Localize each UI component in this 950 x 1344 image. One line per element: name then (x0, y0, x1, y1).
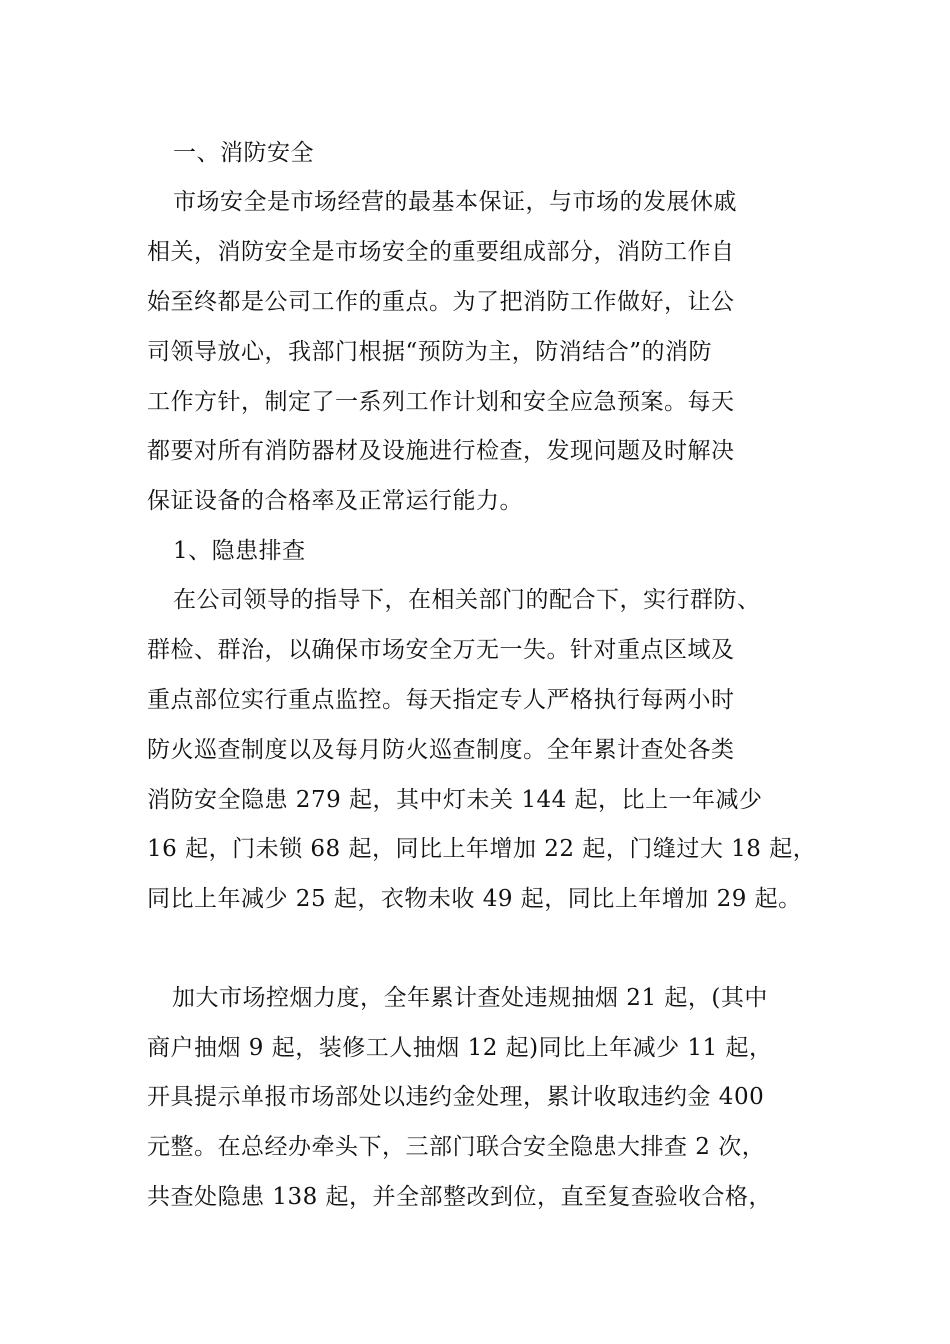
paragraph-line: 元整。在总经办牵头下，三部门联合安全隐患大排查 2 次， (147, 1134, 766, 1160)
paragraph-line: 市场安全是市场经营的最基本保证，与市场的发展休戚 (173, 189, 737, 215)
paragraph-line: 16 起，门未锁 68 起，同比上年增加 22 起，门缝过大 18 起， (147, 836, 817, 862)
paragraph-line: 加大市场控烟力度，全年累计查处违规抽烟 21 起，(其中 (172, 985, 768, 1011)
section-heading: 一、消防安全 (173, 140, 314, 166)
paragraph-line: 商户抽烟 9 起，装修工人抽烟 12 起)同比上年减少 11 起， (147, 1035, 773, 1061)
paragraph-line: 消防安全隐患 279 起，其中灯未关 144 起，比上一年减少 (147, 787, 763, 813)
paragraph-line: 共查处隐患 138 起，并全部整改到位，直至复查验收合格， (147, 1184, 773, 1210)
paragraph-line: 工作方针，制定了一系列工作计划和安全应急预案。每天 (147, 389, 735, 415)
paragraph-line: 司领导放心，我部门根据“预防为主，防消结合”的消防 (147, 339, 713, 365)
paragraph-line: 重点部位实行重点监控。每天指定专人严格执行每两小时 (147, 687, 735, 713)
paragraph-line: 群检、群治，以确保市场安全万无一失。针对重点区域及 (147, 637, 735, 663)
paragraph-line: 相关，消防安全是市场安全的重要组成部分，消防工作自 (147, 239, 735, 265)
paragraph-line: 开具提示单报市场部处以违约金处理，累计收取违约金 400 (147, 1084, 765, 1110)
subheading: 1、隐患排查 (173, 538, 306, 564)
paragraph-line: 同比上年减少 25 起，衣物未收 49 起，同比上年增加 29 起。 (147, 886, 802, 912)
paragraph-line: 都要对所有消防器材及设施进行检查，发现问题及时解决 (147, 438, 735, 464)
paragraph-line: 防火巡查制度以及每月防火巡查制度。全年累计查处各类 (147, 737, 735, 763)
paragraph-line: 在公司领导的指导下，在相关部门的配合下，实行群防、 (173, 587, 761, 613)
paragraph-line: 始至终都是公司工作的重点。为了把消防工作做好，让公 (147, 289, 735, 315)
paragraph-line: 保证设备的合格率及正常运行能力。 (147, 488, 523, 514)
